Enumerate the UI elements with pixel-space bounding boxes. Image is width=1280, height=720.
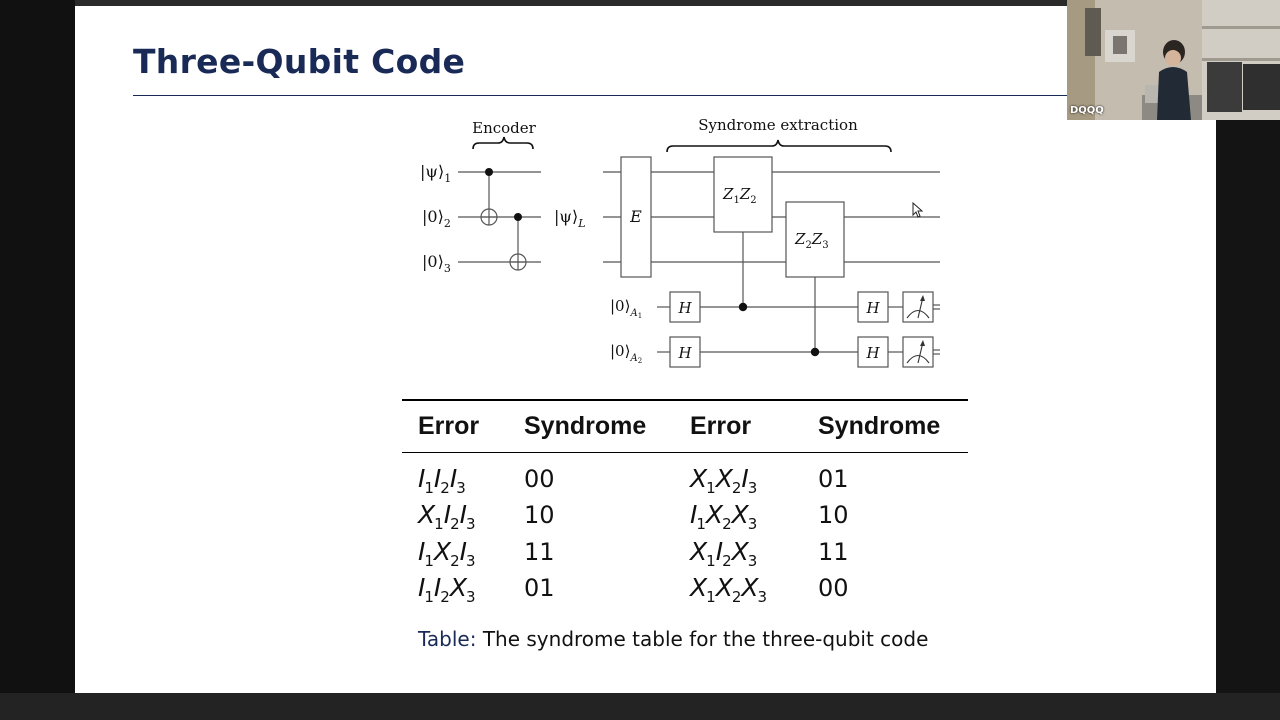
table-cell-syndrome: 00 [818,574,849,602]
table-top-rule [402,399,968,401]
webcam-scene [1067,0,1280,120]
participant-name: DQQQ [1070,105,1104,116]
table-cell-syndrome: 11 [524,538,555,566]
left-margin [0,0,75,720]
parity-gate-1-label: $Z_1Z_2$ [723,185,757,206]
table-cell-error: $X_1X_2I_3$ [690,464,758,497]
table-cell-syndrome: 01 [524,574,555,602]
table-cell-error: $I_1X_2X_3$ [690,500,758,533]
table-mid-rule [402,452,968,453]
caption-text: The syndrome table for the three-qubit code [482,627,929,651]
table-header-syndrome: Syndrome [524,412,647,440]
table-cell-syndrome: 10 [818,501,849,529]
ancilla-1-label: $|0⟩_A1$ [610,297,643,320]
table-cell-syndrome: 00 [524,465,555,493]
quantum-circuit-diagram [75,6,1216,396]
logical-input-label: $|\psi⟩_L$ [554,207,586,230]
table-cell-syndrome: 10 [524,501,555,529]
slide-title: Three-Qubit Code [133,42,466,81]
encoder-label: Encoder [472,119,536,137]
table-cell-syndrome: 11 [818,538,849,566]
table-cell-syndrome: 01 [818,465,849,493]
parity-gate-2-label: $Z_2Z_3$ [795,230,829,251]
table-cell-error: $X_1I_2I_3$ [418,500,476,533]
table-cell-error: $I_1X_2I_3$ [418,537,476,570]
hadamard-gate-label: H [678,299,692,317]
input-qubit-1: $|\psi⟩_1$ [420,162,452,185]
syndrome-extraction-label: Syndrome extraction [698,116,858,134]
table-caption [418,627,928,651]
table-header-syndrome: Syndrome [818,412,941,440]
bottom-bar [0,693,1280,720]
table-header-error: Error [690,412,752,440]
table-cell-error: $X_1I_2X_3$ [690,537,758,570]
input-qubit-3: $|0⟩_3$ [422,252,451,275]
hadamard-gate-label: H [866,344,880,362]
table-cell-error: $I_1I_2I_3$ [418,464,466,497]
presentation-slide [75,6,1216,693]
input-qubit-2: $|0⟩_2$ [422,207,451,230]
table-cell-error: $I_1I_2X_3$ [418,573,476,606]
table-header-error: Error [418,412,480,440]
hadamard-gate-label: H [678,344,692,362]
table-cell-error: $X_1X_2X_3$ [690,573,768,606]
participant-video-thumbnail[interactable] [1067,0,1280,120]
hadamard-gate-label: H [866,299,880,317]
mouse-cursor-icon [912,202,924,218]
caption-label: Table: [418,627,477,651]
ancilla-2-label: $|0⟩_A2$ [610,342,643,365]
encode-gate-label: E [630,207,642,226]
